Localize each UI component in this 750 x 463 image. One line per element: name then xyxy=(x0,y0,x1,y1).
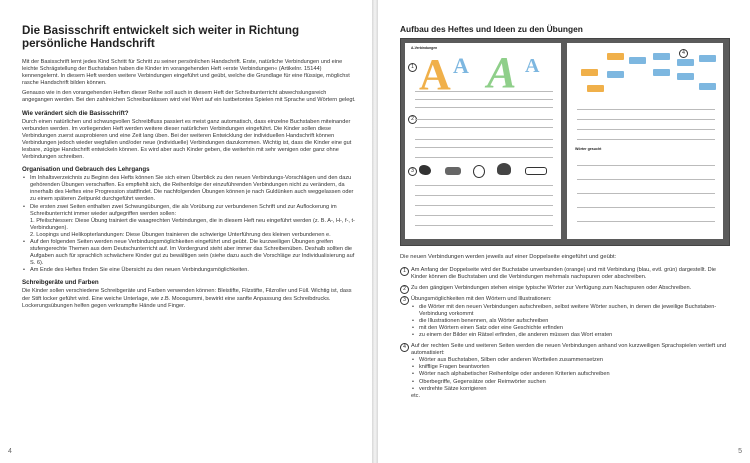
page-number: 4 xyxy=(8,448,12,455)
list-item: • Wörter aus Buchstaben, Silben oder anderen Wortteilen zusammensetzen xyxy=(419,357,730,364)
illustration xyxy=(497,163,511,175)
intro-text: Die neuen Verbindungen werden jeweils auf einer Doppelseite eingeführt und geübt: xyxy=(400,254,617,260)
letter-a-green: A xyxy=(487,48,517,97)
word-card xyxy=(653,53,670,60)
step-bullets xyxy=(411,357,730,392)
word-card xyxy=(629,57,646,64)
list-item: • die Illustrationen benennen, als Wörter aufschreiben xyxy=(419,318,730,325)
step-bullets xyxy=(411,304,730,339)
preview-header: A-Verbindungen xyxy=(411,46,438,50)
step-text: Übungsmöglichkeiten mit den Wörtern und Illustrationen: xyxy=(411,296,552,303)
left-page xyxy=(0,0,372,463)
step-tail: etc. xyxy=(411,392,421,399)
step-number: 3 xyxy=(400,296,409,305)
right-page xyxy=(378,0,750,463)
preview-page-left xyxy=(405,43,561,239)
step-marker: 1 xyxy=(408,63,417,72)
step-text: Auf der rechten Seite und weiteren Seiten werden die neuen Verbindungen anhand von kurzweiligen Sprachspielen vertieft und automatisiert: xyxy=(411,343,727,357)
step-marker: 3 xyxy=(408,167,417,176)
section-heading: Schreibgeräte und Farben xyxy=(22,279,99,287)
organisation-list xyxy=(22,175,358,218)
page-number: 5 xyxy=(738,448,742,455)
word-card xyxy=(677,59,694,66)
step-item xyxy=(400,267,730,281)
step-marker: 2 xyxy=(408,115,417,124)
step-text: Zu den gängigen Verbindungen stehen einige typische Wörter zur Verfügung zum Nachspuren oder Abschreiben. xyxy=(411,285,692,292)
word-card xyxy=(699,55,716,62)
list-item: • mit den Wörtern einen Satz oder eine Geschichte erfinden xyxy=(419,325,730,332)
right-page-content xyxy=(400,24,730,404)
section-text: Die Kinder sollen verschiedene Schreibgeräte und Farben verwenden können: Bleistifte, Filzstifte, Filzroller und Füll. Wichtig ist, dass der Stift locker geführt wird. Eine weiche Unterlage, wie z.B. Moosgummi, bewirkt eine sanfte Anpassung des Schreibdrucks. Lockerungsübungen helfen gegen verkrampfte Hände und Finger. xyxy=(22,288,352,309)
list-item: • Die ersten zwei Seiten enthalten zwei Schwungübungen, die als Vorübung zur verbundenen Schrift und zur Auflockerung im Schreibunterricht immer wieder aufgegriffen werden sollen: xyxy=(30,204,358,218)
list-item: • Wörter nach alphabetischer Reihenfolge oder anderen Kriterien aufschreiben xyxy=(419,371,730,378)
preview-header: Wörter gesucht xyxy=(575,147,602,151)
organisation-list xyxy=(22,239,358,274)
section-heading: Wie verändert sich die Basisschrift? xyxy=(22,109,129,117)
section-text: Durch einen natürlichen und schwungvollen Schreibfluss passiert es meist ganz automatisch, dass einzelne Buchstaben miteinander verbunden werden. Im vorliegenden Heft werden weitere dieser natürlichen Verbindungen eingeführt. Die Kinder sollen diese Verbindungen zuerst ausprobieren und eine Zeit lang üben. Bei der weiteren Entwicklung der individuellen Handschrift können Verbindungen jedoch wieder wegfallen und/oder neue (individuelle) Verbindungen dazukommen. Wichtig ist, dass die Kinder eine gut lesbare, zügige Handschrift entwickeln können. Es wird aber auch Kinder geben, die weiterhin mit sehr wenigen oder ganz ohne Verbindungen schreiben. xyxy=(22,118,352,161)
list-item: • die Wörter mit den neuen Verbindungen aufschreiben, selbst weitere Wörter suchen, in denen die jeweilige Buchstaben-Verbindung vorkommt xyxy=(419,304,730,318)
step-marker: 4 xyxy=(679,49,688,58)
word-card xyxy=(607,71,624,78)
word-card xyxy=(677,73,694,80)
step-number: 2 xyxy=(400,285,409,294)
list-item: • verdrehte Sätze korrigieren xyxy=(419,386,730,393)
illustration xyxy=(419,165,431,175)
step-item xyxy=(400,296,730,339)
list-item: • Am Ende des Heftes finden Sie eine Übersicht zu den neuen Verbindungsmöglichkeiten. xyxy=(30,267,358,274)
letter-a-blue: A xyxy=(525,55,540,77)
preview-page-right xyxy=(567,43,723,239)
intro-paragraph-2: Genauso wie in den vorangehenden Heften dieser Reihe soll auch in diesem Heft der Schreibunterricht abwechslungsreich angegangen werden. Bei den zahlreichen Schreibanlässen wird viel Wert auf ein lustbetontes Spielen mit Sprache und Wörtern gelegt. xyxy=(22,90,356,104)
letter-a-orange: A xyxy=(419,50,451,99)
sub-item: 1. Pfeilschiessen: Diese Übung trainiert die waagrechten Verbindungen, die in diesem Heft neu eingeführt werden (z. B. A-, H-, f-, t-Verbindungen). xyxy=(30,217,355,231)
word-card xyxy=(607,53,624,60)
workbook-preview xyxy=(400,38,730,246)
list-item: • Auf den folgenden Seiten werden neue Verbindungsmöglichkeiten eingeführt und geübt. Die kurzweiligen Übungen greifen stufengerechte Themen aus dem Deutschunterricht auf. Im Vordergrund steht aber immer das Schreibenüben. Deshalb sollten die Aufgaben auch für sprachlich schwächere Kinder gut zu bewältigen sein (siehe dazu auch die Vorschläge zur Individualisierung auf S. 6). xyxy=(30,239,358,267)
sub-item: 2. Loopings und Helikopterlandungen: Diese Übungen trainieren die schwierige Unterführung des kleinen verbundenen e. xyxy=(30,231,331,238)
step-item xyxy=(400,343,730,400)
word-card xyxy=(581,69,598,76)
illustration xyxy=(525,167,547,175)
step-item xyxy=(400,285,730,292)
step-text: Am Anfang der Doppelseite wird der Buchstabe unverbunden (orange) und mit Verbindung (blau, evtl. grün) dargestellt. Die Kinder können die Buchstaben und die Verbindungen mehrmals nachspuren oder abschreiben. xyxy=(411,267,717,281)
list-item: • knifflige Fragen beantworten xyxy=(419,364,730,371)
list-item: • Oberbegriffe, Gegensätze oder Reimwörter suchen xyxy=(419,379,730,386)
illustration xyxy=(445,167,461,175)
list-item: • Im Inhaltsverzeichnis zu Beginn des Hefts können Sie sich einen Überblick zu den neuen Verbindungs-Vorschlägen und den dazu gehörenden Übungen verschaffen. Es empfiehlt sich, die Reihenfolge der einzuführenden Verbindungen nicht zu verändern, da innerhalb des Heftes eine Progression stattfindet. Die nachfolgenden Übungen können je nach Guldünken auch weggelassen oder zu einem späteren Zeitpunkt durchgeführt werden. xyxy=(30,175,358,203)
list-item: • zu einem der Bilder ein Rätsel erfinden, die anderen müssen das Wort erraten xyxy=(419,332,730,339)
step-number: 1 xyxy=(400,267,409,276)
letter-a-blue: A xyxy=(453,53,469,78)
word-card xyxy=(699,83,716,90)
illustration xyxy=(473,165,485,178)
left-page-content xyxy=(22,24,358,313)
intro-paragraph-1: Mit der Basisschrift lernt jedes Kind Schritt für Schritt zu seiner persönlichen Handschrift. Erste, natürliche Verbindungen und eine leichte Schrägstellung der Buchstaben haben die Kinder im vorangehenden Heft »erste Verbindungen« (Artikelnr. 15144) kennengelernt. In diesem Heft werden weitere Verbindungen eingeführt und geübt, welche die Grundlage für eine flüssige, möglichst rasche Handschrift bilden können. xyxy=(22,59,350,87)
word-card xyxy=(653,69,670,76)
section-heading: Organisation und Gebrauch des Lehrgangs xyxy=(22,166,150,174)
left-page-title: Die Basisschrift entwickelt sich weiter in Richtung persönliche Handschrift xyxy=(22,24,300,50)
word-card xyxy=(587,85,604,92)
step-number: 4 xyxy=(400,343,409,352)
right-page-title: Aufbau des Heftes und Ideen zu den Übungen xyxy=(400,24,583,34)
